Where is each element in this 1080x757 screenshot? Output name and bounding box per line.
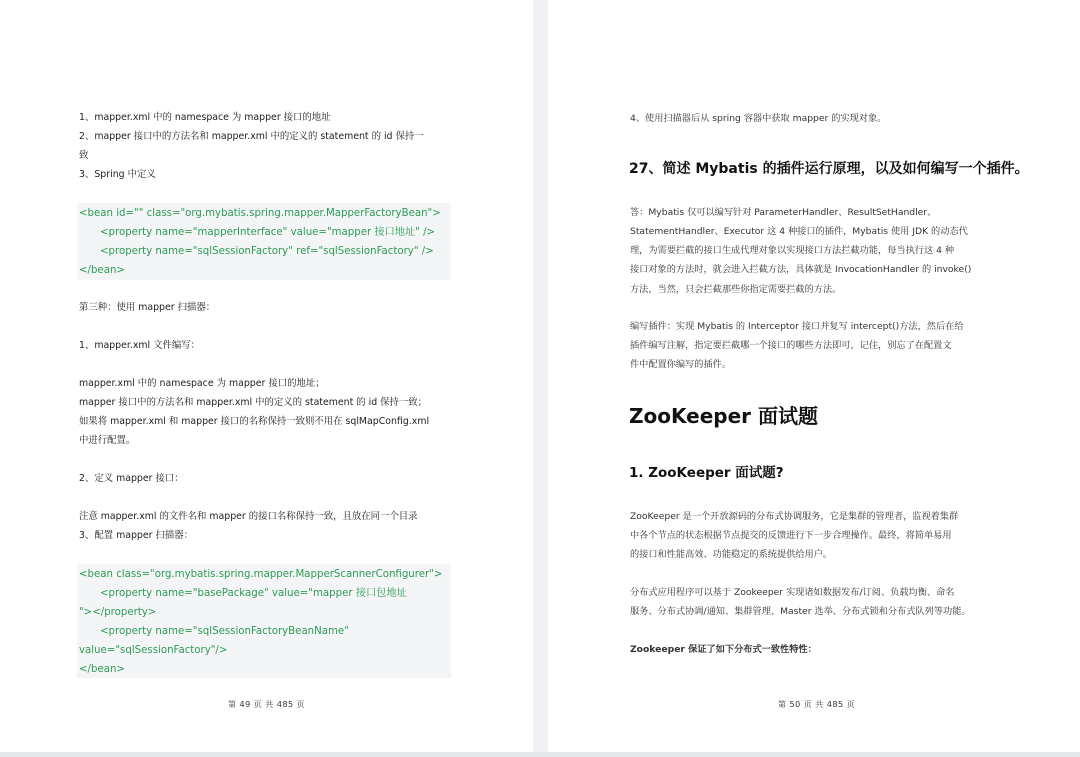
text-line: 编写插件：实现 Mybatis 的 Interceptor 接口并复写 intercept()方法，然后在给 bbox=[630, 321, 964, 332]
text-line: ZooKeeper 是一个开放源码的分布式协调服务，它是集群的管理者，监视着集群 bbox=[630, 511, 959, 522]
text-line: 1、mapper.xml 文件编写： bbox=[79, 340, 200, 351]
text-line: 致 bbox=[79, 150, 89, 161]
code-line: <bean id="" class="org.mybatis.spring.mapper.MapperFactoryBean"> bbox=[79, 208, 441, 219]
question-27-title: 27、简述 Mybatis 的插件运行原理，以及如何编写一个插件。 bbox=[629, 161, 1029, 177]
text-line: 第三种：使用 mapper 扫描器： bbox=[79, 302, 216, 313]
zookeeper-question-1: 1. ZooKeeper 面试题? bbox=[629, 465, 784, 481]
code-line: "></property> bbox=[79, 607, 157, 618]
text-line: 注意 mapper.xml 的文件名和 mapper 的接口名称保持一致，且放在同一个目录 bbox=[79, 511, 418, 522]
text-line: 服务、分布式协调/通知、集群管理、Master 选举、分布式锁和分布式队列等功能。 bbox=[630, 606, 971, 617]
code-block-mapper-factory bbox=[77, 203, 451, 280]
text-line: 3、配置 mapper 扫描器： bbox=[79, 530, 193, 541]
zookeeper-section-title: ZooKeeper 面试题 bbox=[629, 404, 818, 428]
text-line: 中各个节点的状态根据节点提交的反馈进行下一步合理操作。最终，将简单易用 bbox=[630, 530, 952, 541]
code-line: <property name="mapperInterface" value="mapper 接口地址" /> bbox=[100, 227, 436, 238]
left-page bbox=[0, 0, 533, 752]
text-line: 答：Mybatis 仅可以编写针对 ParameterHandler、ResultSetHandler、 bbox=[630, 207, 937, 218]
text-line: mapper.xml 中的 namespace 为 mapper 接口的地址； bbox=[79, 378, 325, 389]
page-gutter bbox=[533, 0, 548, 757]
text-line: mapper 接口中的方法名和 mapper.xml 中的定义的 statement 的 id 保持一致； bbox=[79, 397, 428, 408]
text-line: 1、mapper.xml 中的 namespace 为 mapper 接口的地址 bbox=[79, 112, 331, 123]
text-line: 中进行配置。 bbox=[79, 435, 136, 446]
text-line: 3、Spring 中定义 bbox=[79, 169, 156, 180]
code-line: value="sqlSessionFactory"/> bbox=[79, 645, 228, 656]
text-line: 插件编写注解，指定要拦截哪一个接口的哪些方法即可，记住，别忘了在配置文 bbox=[630, 340, 952, 351]
text-line: 接口对象的方法时，就会进入拦截方法，具体就是 InvocationHandler 的 invoke() bbox=[630, 264, 972, 275]
page-footer: 第 49 页 共 485 页 bbox=[228, 700, 306, 709]
text-line: 分布式应用程序可以基于 Zookeeper 实现诸如数据发布/订阅、负载均衡、命名 bbox=[630, 587, 955, 598]
code-line: </bean> bbox=[79, 664, 125, 675]
code-line: <property name="sqlSessionFactoryBeanName" bbox=[100, 626, 349, 637]
code-line: <bean class="org.mybatis.spring.mapper.MapperScannerConfigurer"> bbox=[79, 569, 443, 580]
text-line: 如果将 mapper.xml 和 mapper 接口的名称保持一致则不用在 sqlMapConfig.xml bbox=[79, 416, 430, 427]
code-block-mapper-scanner bbox=[77, 564, 451, 678]
text-line: 2、定义 mapper 接口： bbox=[79, 473, 184, 484]
text-line: Zookeeper 保证了如下分布式一致性特性： bbox=[630, 644, 817, 655]
code-line: <property name="sqlSessionFactory" ref="sqlSessionFactory" /> bbox=[100, 246, 434, 257]
text-line: 理，为需要拦截的接口生成代理对象以实现接口方法拦截功能，每当执行这 4 种 bbox=[630, 245, 955, 256]
text-line: 2、mapper 接口中的方法名和 mapper.xml 中的定义的 statement 的 id 保持一 bbox=[79, 131, 424, 142]
text-line: 4、使用扫描器后从 spring 容器中获取 mapper 的实现对象。 bbox=[630, 113, 887, 124]
code-line: </bean> bbox=[79, 265, 125, 276]
right-page bbox=[548, 0, 1080, 752]
text-line: 方法，当然，只会拦截那些你指定需要拦截的方法。 bbox=[630, 284, 842, 295]
page-footer: 第 50 页 共 485 页 bbox=[778, 700, 856, 709]
text-line: StatementHandler、Executor 这 4 种接口的插件，Mybatis 使用 JDK 的动态代 bbox=[630, 226, 968, 237]
code-line: <property name="basePackage" value="mapper 接口包地址 bbox=[100, 588, 407, 599]
text-line: 的接口和性能高效、功能稳定的系统提供给用户。 bbox=[630, 549, 833, 560]
text-line: 件中配置你编写的插件。 bbox=[630, 359, 732, 370]
bottom-strip bbox=[0, 752, 1080, 757]
